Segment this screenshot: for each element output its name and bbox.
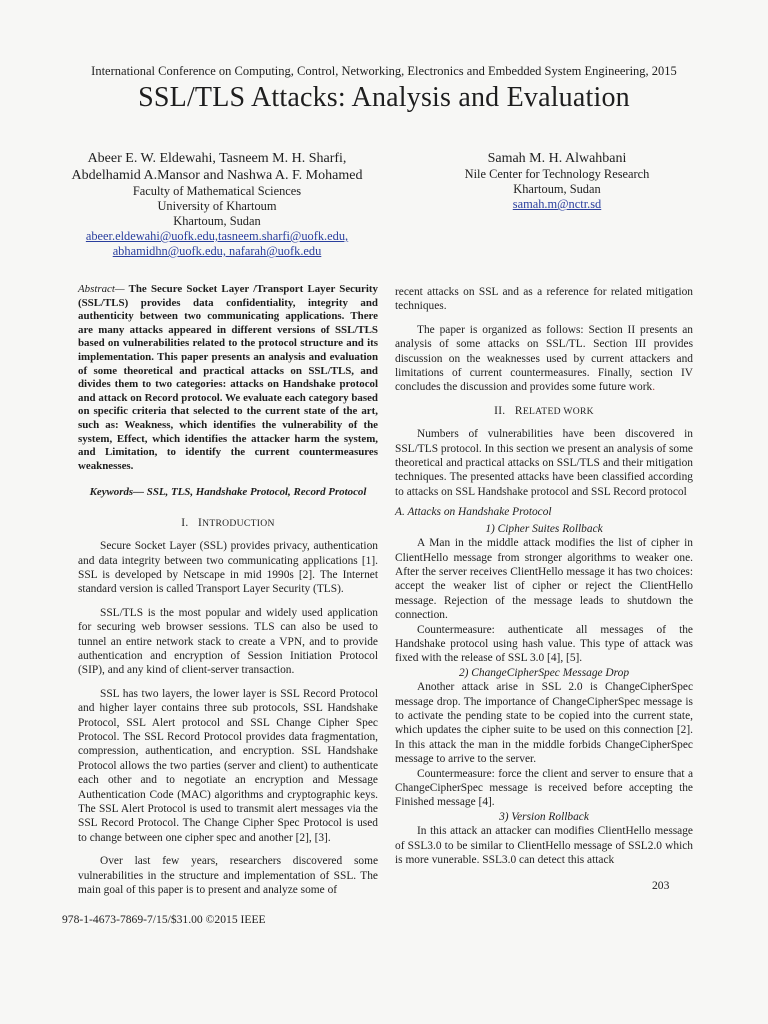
page-number: 203 (652, 879, 670, 892)
author-names: Abeer E. W. Eldewahi, Tasneem M. H. Sharfi, (87, 151, 347, 166)
conference-header: International Conference on Computing, Control, Networking, Electronics and Embedded System Engineering, 2015 (91, 64, 677, 78)
affiliation: University of Khartoum (157, 199, 277, 213)
subsubsection-heading: 2) ChangeCipherSpec Message Drop (458, 666, 630, 679)
paragraph: Countermeasure: authenticate all messages of the Handshake protocol using hash value. This type of attack was fixed with the release of SSL 3.0 [4], [5]. (395, 623, 693, 665)
paragraph: Another attack arise in SSL 2.0 is ChangeCipherSpec message drop. The importance of ChangeCipherSpec message is to activate the pending state to be copied into the current state, which updates the cipher suite to be used on this connection [2]. In this attack the man in the middle forbids ChangeCipherSpec message to arrive to the server. (395, 681, 693, 766)
paragraph: A Man in the middle attack modifies the list of cipher in ClientHello message from stronger algorithms to weaker one. After the server receives ClientHello message it has two choices: accept the weaker list of cipher or reject the ClientHello message. Rejection of the message leads to shutdown the connection. (395, 537, 693, 622)
paper-title: SSL/TLS Attacks: Analysis and Evaluation (138, 82, 630, 113)
author-block-right (412, 150, 702, 212)
affiliation: Faculty of Mathematical Sciences (132, 184, 302, 198)
abstract-text: The Secure Socket Layer /Transport Layer Security (SSL/TLS) provides data confidentiality, integrity and authenticity between two communicating applications. There are many attacks appeared in different versions of SSL/TLS based on vulnerabilities related to the protocol structure and its implementation. This paper presents an analysis and evaluation of some theoretical and practical attacks on SSL/TLS, and divides them to two categories: attacks on Handshake protocol and attack on Record protocol. We evaluate each category based on specific criteria that selected to the current state of the art, such as: Weakness, which identifies the vulnerability of the system, Effect, which identifies the attacker harm the system, and Limitation, to identify the current countermeasures weaknesses. (78, 283, 378, 472)
author-names: Abdelhamid A.Mansor and Nashwa A. F. Mohamed (71, 168, 363, 183)
paragraph: Secure Socket Layer (SSL) provides privacy, authentication and data integrity between two communicating applications [1]. SSL is developed by Netscape in mid 1990s [2]. The Internet standard version is called Transport Layer Security (TLS). (78, 540, 378, 596)
subsection-heading: A. Attacks on Handshake Protocol (395, 506, 552, 519)
paragraph: Over last few years, researchers discovered some vulnerabilities in the structure and implementation of SSL. The main goal of this paper is to present and analyze some of (78, 855, 378, 897)
author-email-link[interactable]: samah.m@nctr.sd (512, 197, 602, 211)
footer-copyright: 978-1-4673-7869-7/15/$31.00 ©2015 IEEE (62, 913, 266, 926)
affiliation: Nile Center for Technology Research (464, 167, 650, 181)
paragraph: SSL/TLS is the most popular and widely used application for securing web browser sessions. TLS can also be used to tunnel an entire network stack to create a VPN, and to provide authentication and encryption of Session Initiation Protocol (SIP), and any kind of client-server transaction. (78, 606, 378, 677)
author-block-left (56, 150, 378, 259)
paragraph: In this attack an attacker can modifies ClientHello message of SSL3.0 to be similar to ClientHello message of SSL2.0 which is more vunerable. SSL3.0 can detect this attack (395, 825, 693, 867)
paragraph: SSL has two layers, the lower layer is SSL Record Protocol and higher layer contains three sub protocols, SSL Handshake Protocol, SSL Alert protocol and SSL Change Cipher Spec Protocol. The SSL Record Protocol provides data fragmentation, compression, authentication, and encryption. SSL Handshake Protocol allows the two parties (server and client) to authenticate each other and to negotiate an encryption and Message Authentication Code (MAC) algorithms and cryptographic keys. The SSL Alert Protocol is used to transmit alert messages via the SSL Record Protocol. The Change Cipher Spec Protocol is used to change between one cipher spec and another [2], [3]. (78, 687, 378, 844)
author-email-link[interactable]: abhamidhn@uofk.edu, nafarah@uofk.edu (112, 244, 322, 258)
paragraph: The paper is organized as follows: Section II presents an analysis of some attacks on SSL/TL. Section III provides discussion on the weaknesses used by current attackers and limitations of current countermeasures. Finally, section IV concludes the discussion and provides some future work. (395, 323, 693, 394)
left-column (78, 283, 378, 906)
section-heading-related-work: II. RELATED WORK (494, 404, 594, 417)
abstract (78, 283, 378, 473)
paragraph: recent attacks on SSL and as a reference for related mitigation techniques. (395, 286, 693, 313)
author-names: Samah M. H. Alwahbani (487, 151, 627, 166)
paragraph: Countermeasure: force the client and server to ensure that a ChangeCipherSpec message is received before accepting the Finished message [4]. (395, 767, 693, 809)
affiliation-location: Khartoum, Sudan (173, 214, 261, 228)
affiliation-location: Khartoum, Sudan (513, 182, 601, 196)
paragraph: Numbers of vulnerabilities have been discovered in SSL/TLS protocol. In this section we present an analysis of some theoretical and practical attacks on SSL/TLS and their mitigation techniques. The presented attacks have been classified according to attacks on SSL Handshake protocol and SSL Record protocol (395, 428, 693, 498)
subsubsection-heading: 1) Cipher Suites Rollback (485, 522, 603, 535)
section-heading-introduction: I. INTRODUCTION (181, 516, 275, 529)
abstract-lead: Abstract— (78, 283, 125, 295)
keywords: Keywords— SSL, TLS, Handshake Protocol, Record Protocol (89, 486, 367, 499)
subsubsection-heading: 3) Version Rollback (499, 810, 589, 823)
right-column (395, 285, 693, 867)
author-email-link[interactable]: abeer.eldewahi@uofk.edu,tasneem.sharfi@uofk.edu, (85, 229, 349, 243)
